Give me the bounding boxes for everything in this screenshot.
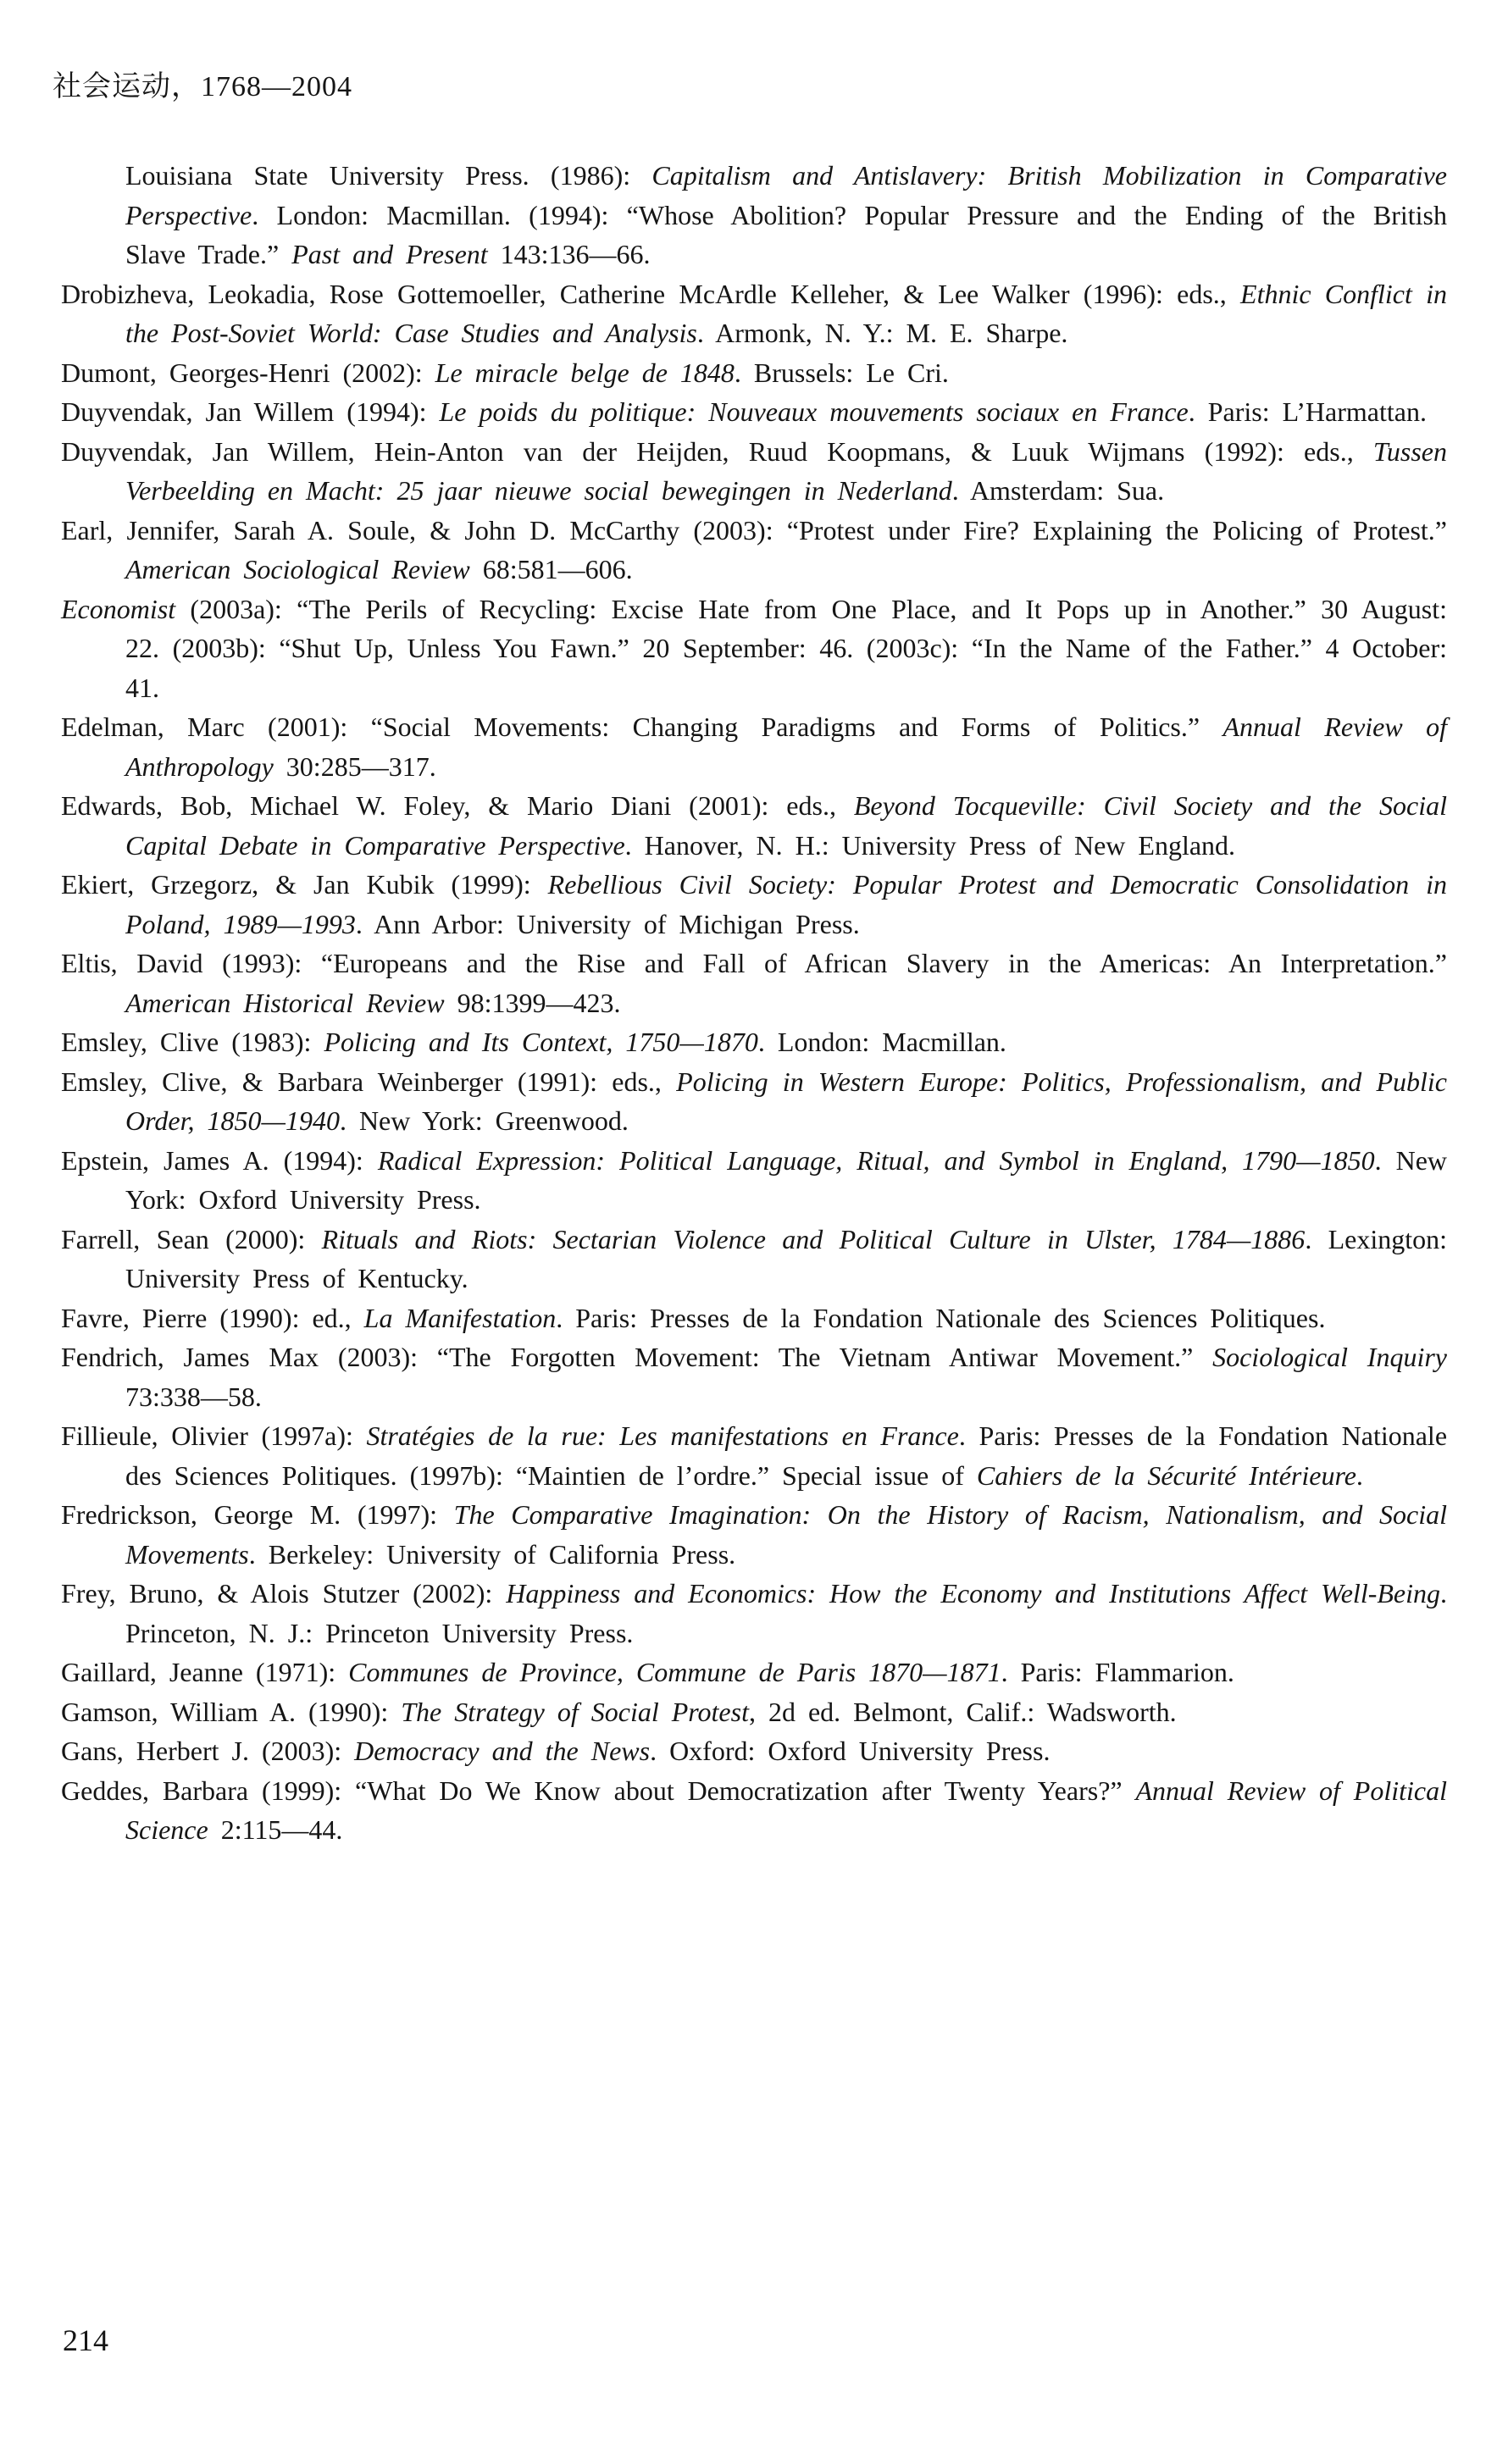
reference-entry: Emsley, Clive (1983): Policing and Its Context, 1750—1870. London: Macmillan. — [61, 1027, 1006, 1057]
reference-entry: Edelman, Marc (2001): “Social Movements: Changing Paradigms and Forms of Politics.” Annual Review of Anthropology 30:285—317. — [61, 712, 1448, 782]
reference-entry: Edwards, Bob, Michael W. Foley, & Mario Diani (2001): eds., Beyond Tocqueville: Civil Society and the Social Capital Debate in Comparative Perspective. Hanover, N. H.: University Press of New England. — [61, 790, 1448, 861]
reference-entry: Ekiert, Grzegorz, & Jan Kubik (1999): Rebellious Civil Society: Popular Protest and Democratic Consolidation in Poland, 1989—1993. Ann Arbor: University of Michigan Press. — [61, 869, 1447, 939]
reference-entry: Duyvendak, Jan Willem, Hein-Anton van der Heijden, Ruud Koopmans, & Luuk Wijmans (1992): eds., Tussen Verbeelding en Macht: 25 jaar nieuwe social bewegingen in Nederland. Amsterdam: Sua. — [61, 435, 1447, 506]
page-number: 214 — [63, 2323, 108, 2357]
reference-entry: Gaillard, Jeanne (1971): Communes de Province, Commune de Paris 1870—1871. Paris: Flammarion. — [61, 1657, 1234, 1687]
reference-entry: Louisiana State University Press. (1986): Capitalism and Antislavery: British Mobilization in Comparative Perspective. London: Macmillan. (1994): “Whose Abolition? Popular Pressure and the Ending of the British Slave Trade.” Past and Present 143:136—66. — [125, 160, 1448, 269]
reference-entry: Gans, Herbert J. (2003): Democracy and the News. Oxford: Oxford University Press. — [61, 1736, 1051, 1766]
reference-entry: Fredrickson, George M. (1997): The Comparative Imagination: On the History of Racism, Nationalism, and Social Movements. Berkeley: University of California Press. — [61, 1499, 1448, 1570]
reference-entry: Fendrich, James Max (2003): “The Forgotten Movement: The Vietnam Antiwar Movement.” Sociological Inquiry 73:338—58. — [61, 1342, 1448, 1412]
reference-entry: Earl, Jennifer, Sarah A. Soule, & John D. McCarthy (2003): “Protest under Fire? Explaining the Policing of Protest.” American Sociological Review 68:581—606. — [61, 514, 1447, 584]
reference-entry: Emsley, Clive, & Barbara Weinberger (1991): eds., Policing in Western Europe: Politics, Professionalism, and Public Order, 1850—1940. New York: Greenwood. — [61, 1066, 1448, 1136]
reference-entry: Geddes, Barbara (1999): “What Do We Know about Democratization after Twenty Years?” Annual Review of Political Science 2:115—44. — [61, 1775, 1448, 1845]
reference-entry: Duyvendak, Jan Willem (1994): Le poids du politique: Nouveaux mouvements sociaux en France. Paris: L’Harmattan. — [61, 396, 1427, 427]
reference-entry: Frey, Bruno, & Alois Stutzer (2002): Happiness and Economics: How the Economy and Institutions Affect Well-Being. Princeton, N. J.: Princeton University Press. — [61, 1578, 1448, 1648]
reference-entry: Favre, Pierre (1990): ed., La Manifestation. Paris: Presses de la Fondation Nationale des Sciences Politiques. — [61, 1302, 1326, 1333]
reference-entry: Epstein, James A. (1994): Radical Expression: Political Language, Ritual, and Symbol in England, 1790—1850. New York: Oxford University Press. — [61, 1144, 1448, 1215]
reference-entry: Eltis, David (1993): “Europeans and the Rise and Fall of African Slavery in the Americas: An Interpretation.” American Historical Review 98:1399—423. — [61, 948, 1447, 1018]
bibliography-list — [61, 156, 1447, 1850]
reference-entry: Farrell, Sean (2000): Rituals and Riots: Sectarian Violence and Political Culture in Ulster, 1784—1886. Lexington: University Press of Kentucky. — [61, 1223, 1448, 1293]
reference-entry: Fillieule, Olivier (1997a): Stratégies de la rue: Les manifestations en France. Paris: Presses de la Fondation Nationale des Sciences Politiques. (1997b): “Maintien de l’ordre.” Special issue of Cahiers de la Sécurité Intérieure. — [61, 1420, 1448, 1491]
reference-entry: Dumont, Georges-Henri (2002): Le miracle belge de 1848. Brussels: Le Cri. — [61, 357, 949, 388]
running-header: 社会运动，1768—2004 — [53, 71, 352, 102]
reference-entry: Gamson, William A. (1990): The Strategy of Social Protest, 2d ed. Belmont, Calif.: Wadsworth. — [61, 1696, 1177, 1727]
reference-entry: Economist (2003a): “The Perils of Recycling: Excise Hate from One Place, and It Pops up in Another.” 30 August: 22. (2003b): “Shut Up, Unless You Fawn.” 20 September: 46. (2003c): “In the Name of the Father.” 4 October: 41. — [61, 593, 1447, 703]
reference-entry: Drobizheva, Leokadia, Rose Gottemoeller, Catherine McArdle Kelleher, & Lee Walker (1996): eds., Ethnic Conflict in the Post-Soviet World: Case Studies and Analysis. Armonk, N. Y.: M. E. Sharpe. — [61, 278, 1448, 348]
